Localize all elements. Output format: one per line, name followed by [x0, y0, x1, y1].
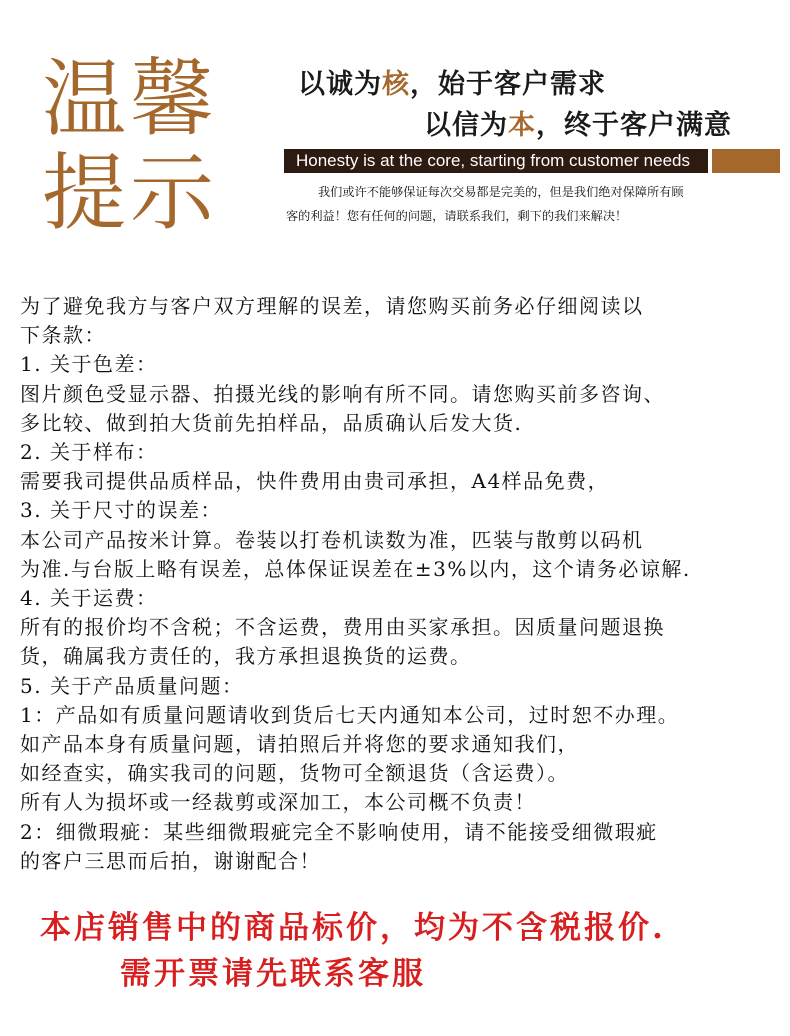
terms-line: 的客户三思而后拍，谢谢配合！	[20, 848, 321, 873]
slogan-line-1-start: 以诚为	[298, 69, 382, 100]
terms-line: 4. 关于运费：	[20, 586, 158, 611]
accent-bar	[712, 149, 780, 173]
slogan-line-2-highlight: 本	[508, 110, 536, 141]
terms-line: 3. 关于尺寸的误差：	[20, 498, 222, 523]
terms-line: 5. 关于产品质量问题：	[20, 673, 244, 698]
terms-line: 需要我司提供品质样品，快件费用由贵司承担，A4样品免费，	[20, 469, 610, 494]
service-note	[286, 180, 756, 228]
terms-line: 2：细微瑕疵：某些细微瑕疵完全不影响使用，请不能接受细微瑕疵	[20, 819, 658, 844]
banner-row	[284, 149, 780, 173]
banner-text: Honesty is at the core, starting from customer needs	[284, 149, 708, 173]
terms-line: 1. 关于色差：	[20, 352, 158, 377]
terms-line: 如经查实，确实我司的问题，货物可全额退货（含运费）。	[20, 761, 569, 786]
terms-line: 为了避免我方与客户双方理解的误差，请您购买前务必仔细阅读以	[20, 294, 644, 318]
slogan-line-1	[298, 62, 606, 101]
terms-body	[20, 292, 785, 876]
slogan-line-2	[424, 103, 732, 142]
page-title-line-1: 温馨	[42, 50, 219, 148]
terms-line: 货，确属我方责任的，我方承担退换货的运费。	[20, 644, 472, 669]
slogan-line-2-end: ，终于客户满意	[536, 110, 732, 141]
terms-line: 图片颜色受显示器、拍摄光线的影响有所不同。请您购买前多咨询、	[20, 381, 665, 406]
slogan-line-1-end: ，始于客户需求	[410, 69, 606, 100]
page-title-line-2: 提示	[42, 144, 219, 242]
footer-notice-invoice: 需开票请先联系客服	[120, 956, 426, 992]
terms-line: 2. 关于样布：	[20, 440, 158, 465]
slogan-line-1-highlight: 核	[382, 69, 410, 100]
terms-line: 所有的报价均不含税；不含运费，费用由买家承担。因质量问题退换	[20, 615, 665, 640]
terms-line: 多比较、做到拍大货前先拍样品，品质确认后发大货.	[20, 410, 523, 435]
terms-line: 本公司产品按米计算。卷装以打卷机读数为准，匹装与散剪以码机	[20, 527, 644, 552]
terms-line: 下条款：	[20, 323, 106, 348]
footer-notice-price: 本店销售中的商品标价，均为不含税报价.	[40, 910, 666, 946]
terms-line: 如产品本身有质量问题，请拍照后并将您的要求通知我们，	[20, 732, 579, 757]
terms-line: 1：产品如有质量问题请收到货后七天内通知本公司，过时恕不办理。	[20, 702, 680, 727]
terms-line: 所有人为损坏或一经裁剪或深加工，本公司概不负责！	[20, 790, 536, 815]
slogan-line-2-start: 以信为	[424, 110, 508, 141]
terms-line: 为准.与台版上略有误差，总体保证误差在±3%以内，这个请务必谅解.	[20, 556, 691, 581]
page-title	[42, 52, 222, 240]
service-note-line-2: 客的利益！您有任何的问题，请联系我们，剩下的我们来解决！	[286, 209, 628, 223]
service-note-line-1: 我们或许不能够保证每次交易都是完美的，但是我们绝对保障所有顾	[318, 185, 684, 199]
